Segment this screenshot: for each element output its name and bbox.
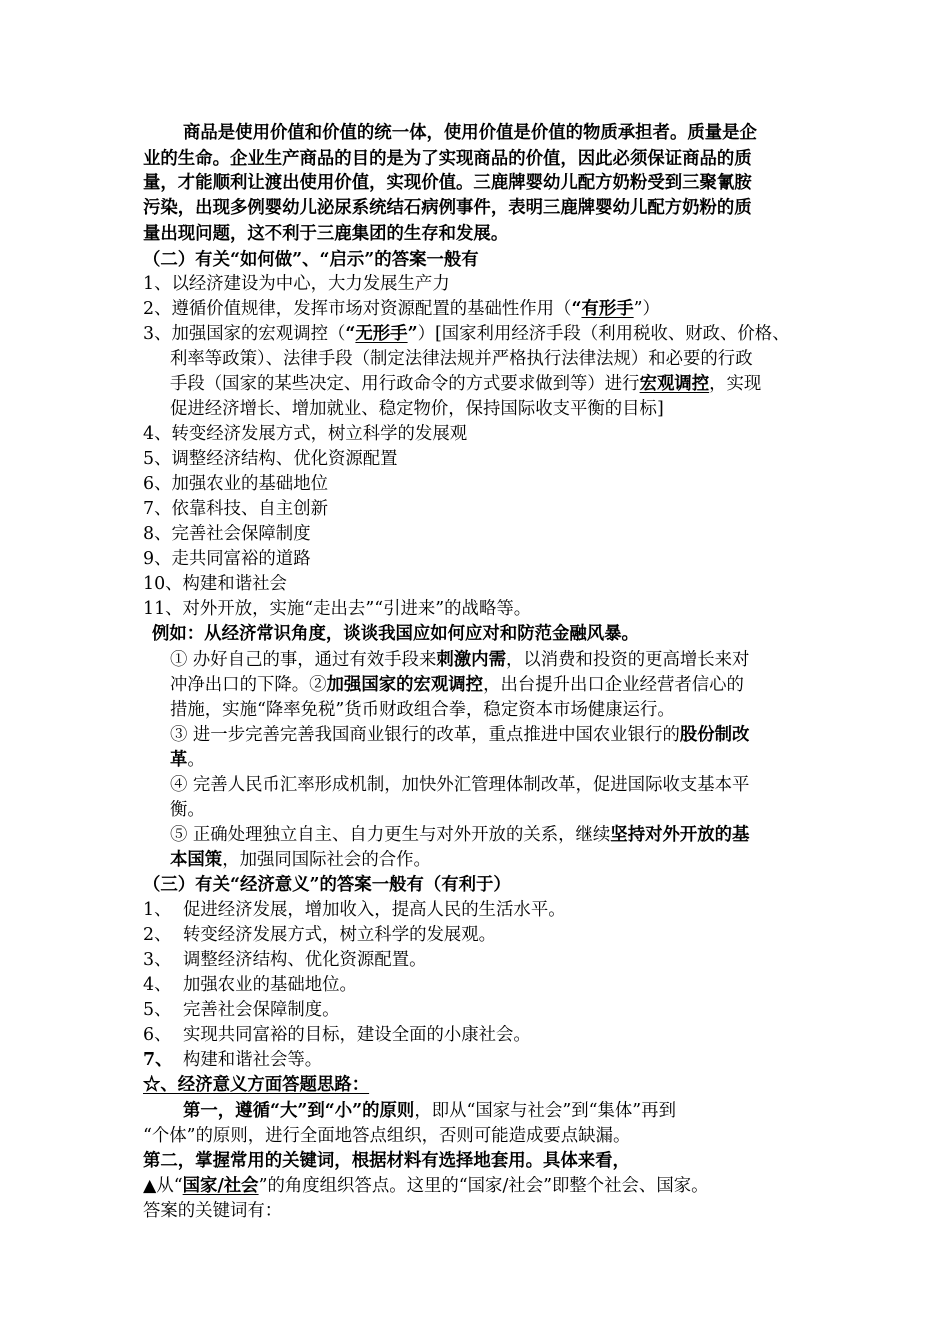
item2-quote-close: ”） [633,299,660,319]
example-point-2-keyword: 加强国家的宏观调控 [326,675,484,695]
section3-item-3-text: 调整经济结构、优化资源配置。 [183,950,427,970]
section3-item-2 [143,923,497,948]
item2-text: 2、遵循价值规律，发挥市场对资源配置的基础性作用（ [143,299,572,319]
section3-item-3-number: 3、 [143,950,172,970]
example-point-3-end: 。 [187,750,205,770]
example-point-2-prefix: 冲净出口的下降。② [170,675,327,695]
section2-item-7: 7、依靠科技、自主创新 [143,499,328,519]
example-point-1-line-2 [170,673,744,698]
section2-item-3-line-4: 促进经济增长、增加就业、稳定物价，保持国际收支平衡的目标] [170,399,664,419]
item3-text: 3、加强国家的宏观调控（ [143,324,346,344]
section3-item-4 [143,973,357,998]
example-point-3 [170,723,749,748]
example-point-1-text: ① 办好自己的事，通过有效手段来 [170,650,437,670]
section3-item-2-text: 转变经济发展方式，树立科学的发展观。 [183,925,497,945]
section3-item-7-number: 7、 [143,1050,173,1070]
item3-l3-text: 手段（国家的某些决定、用行政命令的方式要求做到等）进行 [170,374,640,394]
example-point-5-keyword: 坚持对外开放的基 [610,825,750,845]
intro-line-3: 量，才能顺利让渡出使用价值，实现价值。三鹿牌婴幼儿配方奶粉受到三聚氰胺 [143,173,752,193]
example-point-1-rest: ，以消费和投资的更高增长来对 [505,650,750,670]
section2-item-1: 1、以经济建设为中心，大力发展生产力 [143,274,450,294]
example-point-1-line-3: 措施，实施“降率免税”货币财政组合拳，稳定资本市场健康运行。 [170,700,675,720]
item2-keyword: 有形手 [581,299,634,319]
approach-triangle-keyword: 国家/社会 [182,1176,259,1196]
item3-l3-rest: ，实现 [709,374,762,394]
section2-item-11: 11、对外开放，实施“走出去”“引进来”的战略等。 [143,599,532,619]
intro-line-4: 污染，出现多例婴幼儿泌尿系统结石病例事件，表明三鹿牌婴幼儿配方奶粉的质 [143,198,752,218]
section3-item-6-number: 6、 [143,1025,172,1045]
section2-item-4: 4、转变经济发展方式，树立科学的发展观 [143,424,468,444]
approach-triangle-line-2: 答案的关键词有： [143,1201,283,1221]
example-point-3-keyword-end: 革 [170,750,188,770]
example-point-5-text: ⑤ 正确处理独立自主、自力更生与对外开放的关系，继续 [170,825,611,845]
item3-quote-close: ” [407,324,418,344]
example-point-5-line-2 [170,848,431,873]
section2-item-5: 5、调整经济结构、优化资源配置 [143,449,398,469]
example-heading: 例如：从经济常识角度，谈谈我国应如何应对和防范金融风暴。 [152,624,639,644]
section3-item-7 [143,1048,323,1073]
section2-item-3 [143,322,790,347]
example-point-4-line-2: 衡。 [170,800,205,820]
item3-keyword: 无形手 [355,324,408,344]
approach-first-line-2: “个体”的原则，进行全面地答点组织，否则可能造成要点缺漏。 [143,1126,631,1146]
section3-item-5-number: 5、 [143,1000,172,1020]
item3-rest: ）[国家利用经济手段（利用税收、财政、价格、 [417,324,790,344]
approach-first [183,1099,676,1124]
section3-item-4-text: 加强农业的基础地位。 [183,975,357,995]
example-point-2-rest: ，出台提升出口企业经营者信心的 [483,675,744,695]
approach-heading: ☆、经济意义方面答题思路： [143,1075,370,1095]
section3-item-4-number: 4、 [143,975,172,995]
section3-item-1-text: 促进经济发展，增加收入，提高人民的生活水平。 [183,900,566,920]
section3-item-3 [143,948,427,973]
approach-first-rest: ，即从“国家与社会”到“集体”再到 [414,1101,676,1121]
section3-item-2-number: 2、 [143,925,172,945]
section2-heading: （二）有关“如何做”、“启示”的答案一般有 [143,250,479,270]
section3-item-5-text: 完善社会保障制度。 [183,1000,340,1020]
approach-triangle-rest: ”的角度组织答点。这里的“国家/社会”即整个社会、国家。 [258,1176,709,1196]
intro-line-5: 量出现问题，这不利于三鹿集团的生存和发展。 [143,224,509,244]
approach-triangle-prefix: ▲从“ [143,1176,183,1196]
example-point-4: ④ 完善人民币汇率形成机制，加快外汇管理体制改革，促进国际收支基本平 [170,775,750,795]
section3-item-6 [143,1023,531,1048]
example-point-1-keyword: 刺激内需 [436,650,506,670]
section3-heading: （三）有关“经济意义”的答案一般有（有利于） [143,875,511,895]
section3-item-6-text: 实现共同富裕的目标，建设全面的小康社会。 [183,1025,531,1045]
item2-quote-open: “ [571,299,582,319]
section2-item-3-line-2: 利率等政策）、法律手段（制定法律法规并严格执行法律法规）和必要的行政 [170,349,753,369]
section2-item-6: 6、加强农业的基础地位 [143,474,328,494]
section3-item-1 [143,898,566,923]
example-point-5-keyword-end: 本国策 [170,850,223,870]
section3-item-1-number: 1、 [143,900,172,920]
example-point-1 [170,648,749,673]
section3-item-5 [143,998,340,1023]
section2-item-3-line-3 [170,372,761,397]
section2-item-2 [143,297,660,322]
section2-item-10: 10、构建和谐社会 [143,574,287,594]
section3-item-7-text: 构建和谐社会等。 [183,1050,323,1070]
item3-quote-open: “ [345,324,356,344]
example-point-3-line-2 [170,748,205,773]
example-point-5-end: ，加强同国际社会的合作。 [222,850,431,870]
item3-l3-keyword: 宏观调控 [639,374,710,394]
intro-line-1: 商品是使用价值和价值的统一体，使用价值是价值的物质承担者。质量是企 [183,123,757,143]
approach-second: 第二，掌握常用的关键词，根据材料有选择地套用。具体来看， [143,1151,630,1171]
section2-item-8: 8、完善社会保障制度 [143,524,311,544]
intro-line-2: 业的生命。企业生产商品的目的是为了实现商品的价值，因此必须保证商品的质 [143,149,752,169]
example-point-3-keyword: 股份制改 [679,725,750,745]
example-point-3-text: ③ 进一步完善完善我国商业银行的改革，重点推进中国农业银行的 [170,725,680,745]
approach-triangle [143,1174,709,1199]
section2-item-9: 9、走共同富裕的道路 [143,549,311,569]
approach-first-principle: 第一，遵循“大”到“小”的原则 [183,1101,415,1121]
example-point-5 [170,823,749,848]
